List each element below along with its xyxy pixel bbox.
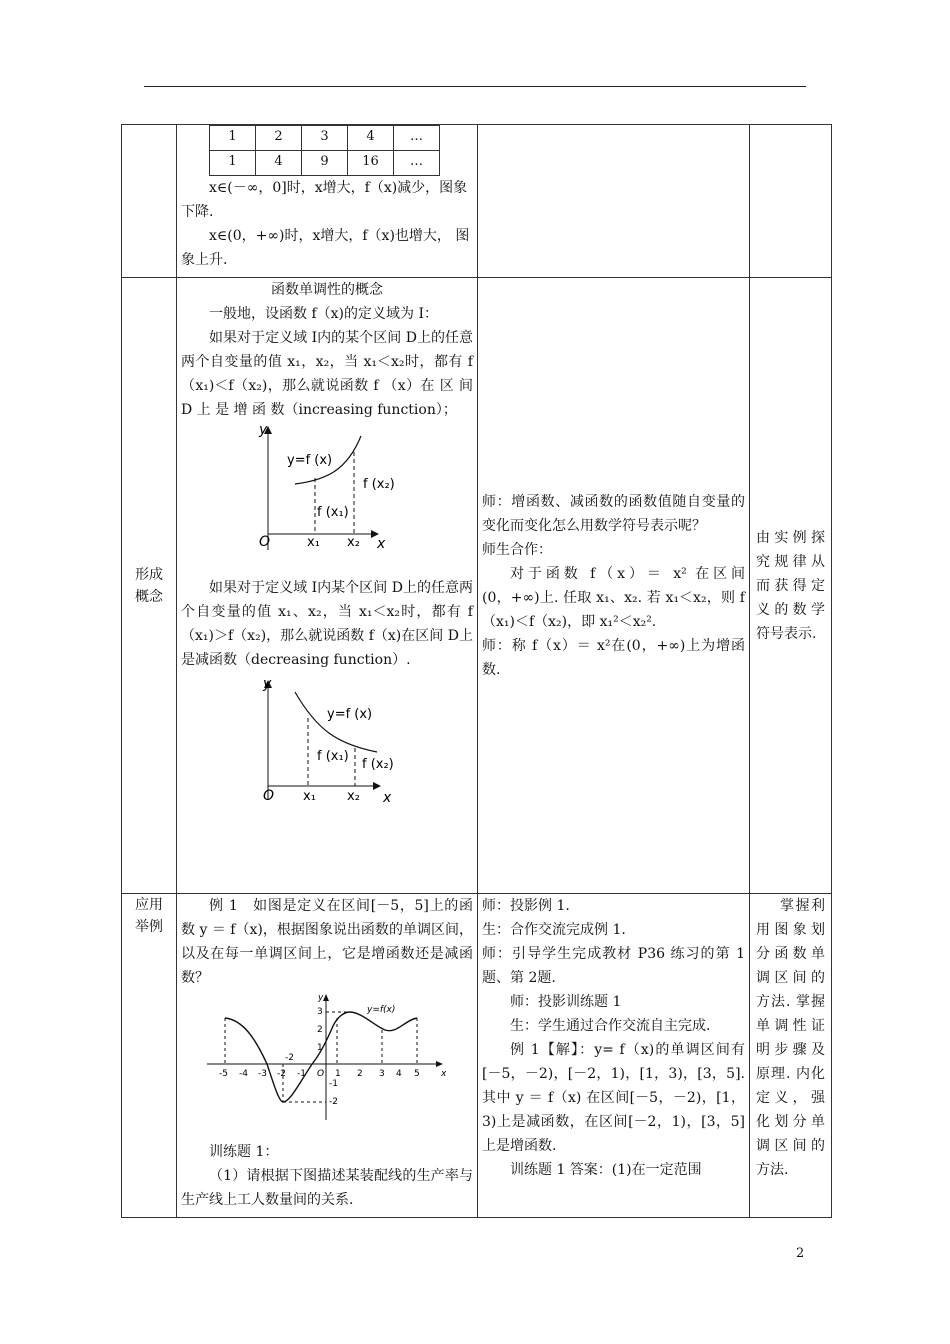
graph2-curve-label: y=f (x)	[327, 707, 373, 722]
value-cell: …	[394, 151, 440, 176]
training-answer: 训练题 1 答案：(1)在一定范围	[510, 1162, 702, 1178]
row3-label-cell	[122, 894, 177, 1218]
value-cell: 4	[348, 126, 394, 151]
lesson-table	[121, 124, 832, 1218]
x-tick-label: 5	[414, 1069, 420, 1079]
x-tick-label: 3	[379, 1069, 385, 1079]
graph1-y-label: y	[259, 422, 268, 438]
increasing-definition: 如果对于定义域 I内的某个区间 D上的任意两个自变量的值 x₁，x₂，当 x₁＜x₂时，都有 f（x₁)＜f（x₂)，那么就说函数 f （x）在 区 间 D 上 是 增 函 数（increasing function）；	[181, 330, 473, 418]
row2-label-cell	[122, 278, 177, 894]
value-table	[209, 125, 440, 176]
decreasing-graph	[177, 672, 477, 812]
training-text: （1）请根据下图描述某装配线的生产率与生产线上工人数量间的关系.	[181, 1168, 473, 1208]
training-title: 训练题 1：	[209, 1144, 279, 1160]
row3-teacher-cell	[478, 894, 750, 1218]
row1-label-cell	[122, 125, 177, 278]
row2-content-cell	[177, 278, 478, 894]
example1-answer: 例 1【解】：y= f（x)的单调区间有[－5，－2)，[－2，1)，[1，3)，[3，5]. 其中 y ＝ f（x) 在区间[－5，－2)，[1，3)上是减函数，在区间[－2，1)，[3，5]上是增函数.	[482, 1042, 745, 1154]
value-row-fx	[210, 151, 440, 176]
value-cell: 2	[256, 126, 302, 151]
teacher-line: 师：引导学生完成教材 P36 练习的第 1题、第 2题.	[482, 946, 745, 986]
teacher-conclusion: 师：称 f（x）＝ x²在(0，+∞)上为增函数.	[482, 637, 745, 678]
example1-x-label: x	[441, 1069, 447, 1079]
cooperation-text: 对于函数 f（x）＝ x² 在区间(0，+∞)上. 任取 x₁、x₂. 若 x₁＜x₂，则 f（x₁)＜f（x₂)，即 x₁²＜x₂².	[482, 565, 745, 630]
example1-y-label: y	[318, 993, 324, 1003]
value-cell: 1	[210, 126, 256, 151]
increasing-graph	[177, 422, 477, 554]
graph2-origin: O	[263, 788, 275, 804]
example1-minus2-label: -2	[285, 1053, 294, 1063]
graph1-curve-label: y=f (x)	[287, 453, 333, 468]
concept-intro: 一般地，设函数 f（x)的定义域为 I：	[209, 306, 438, 322]
concept-title: 函数单调性的概念	[271, 282, 383, 298]
x-tick-label: -1	[297, 1069, 306, 1079]
design-intent: 由实例探究规律从而获得定义的数学符号表示.	[756, 529, 825, 642]
y-tick-label: 2	[317, 1025, 323, 1035]
value-cell: 16	[348, 151, 394, 176]
graph1-x2-label: x₂	[347, 535, 360, 550]
graph2-x1-label: x₁	[303, 789, 316, 804]
example1-curve-label: y=f(x)	[367, 1005, 396, 1015]
cooperation-title: 师生合作：	[482, 541, 552, 558]
value-cell: 4	[256, 151, 302, 176]
graph1-origin: O	[259, 534, 271, 550]
table-row-examples	[122, 894, 832, 1218]
x-tick-label: -4	[239, 1069, 248, 1079]
value-row-x	[210, 126, 440, 151]
row1-teacher-cell	[478, 125, 750, 278]
page-number: 2	[796, 1246, 805, 1261]
row1-content-cell	[177, 125, 478, 278]
header-rule	[144, 86, 806, 87]
student-train: 生：学生通过合作交流自主完成.	[510, 1018, 711, 1034]
graph1-fx2-label: f (x₂)	[363, 477, 395, 492]
graph1-x1-label: x₁	[307, 535, 320, 550]
value-cell: 3	[302, 126, 348, 151]
graph2-fx2-label: f (x₂)	[362, 757, 394, 772]
y-tick-label: -2	[329, 1097, 338, 1107]
table-row-concept	[122, 278, 832, 894]
graph2-y-label: y	[263, 676, 272, 692]
x-tick-label: 2	[357, 1069, 363, 1079]
row3-intent-cell	[750, 894, 832, 1218]
y-tick-label: 1	[317, 1043, 323, 1053]
example1-text: 例 1 如图是定义在区间[－5，5]上的函数 y ＝ f（x)，根据图象说出函数的单调区间，以及在每一单调区间上，它是增函数还是减函数？	[181, 898, 473, 986]
x-tick-label: -3	[258, 1069, 267, 1079]
increase-text: x∈(0，+∞)时，x增大，f（x)也增大， 图象上升.	[181, 228, 470, 268]
y-tick-label: -1	[329, 1079, 338, 1089]
row1-intent-cell	[750, 125, 832, 278]
x-tick-label: 4	[396, 1069, 402, 1079]
value-cell: 9	[302, 151, 348, 176]
table-row-values	[122, 125, 832, 278]
value-cell: …	[394, 126, 440, 151]
teacher-question: 师：增函数、减函数的函数值随自变量的变化而变化怎么用数学符号表示呢？	[482, 493, 745, 534]
x-tick-label: -5	[219, 1069, 228, 1079]
row2-teacher-cell	[478, 278, 750, 894]
y-tick-label: 3	[317, 1007, 323, 1017]
decreasing-definition: 如果对于定义域 I内某个区间 D上的任意两个自变量的值 x₁、x₂，当 x₁＜x₂时，都有 f（x₁)＞f（x₂)，那么就说函数 f（x)在区间 D上是减函数（decreasing function）.	[181, 580, 473, 668]
decrease-text: x∈(－∞，0]时，x增大，f（x)减少，图象下降.	[181, 180, 468, 220]
row-label-concept: 形成概念	[135, 566, 163, 605]
x-tick-label: -2	[277, 1069, 286, 1079]
graph2-x2-label: x₂	[347, 789, 360, 804]
x-tick-label: 1	[335, 1069, 341, 1079]
row2-intent-cell	[750, 278, 832, 894]
example1-origin: O	[317, 1069, 325, 1079]
graph1-fx1-label: f (x₁)	[317, 505, 349, 520]
row-label-examples: 应用举例	[135, 897, 163, 935]
graph1-x-label: x	[377, 536, 386, 552]
graph2-x-label: x	[383, 790, 392, 806]
graph2-fx1-label: f (x₁)	[317, 749, 349, 764]
row3-content-cell	[177, 894, 478, 1218]
design-intent: 掌握利用图象划分函数单调区间的方法. 掌握单调性证明步骤及原理. 内化定义，强化划分单调区间的方法.	[756, 898, 825, 1178]
example1-graph	[177, 990, 477, 1126]
teacher-line: 生：合作交流完成例 1.	[482, 922, 626, 938]
value-cell: 1	[210, 151, 256, 176]
teacher-line: 师：投影例 1.	[482, 898, 570, 914]
teacher-train: 师：投影训练题 1	[510, 994, 622, 1010]
